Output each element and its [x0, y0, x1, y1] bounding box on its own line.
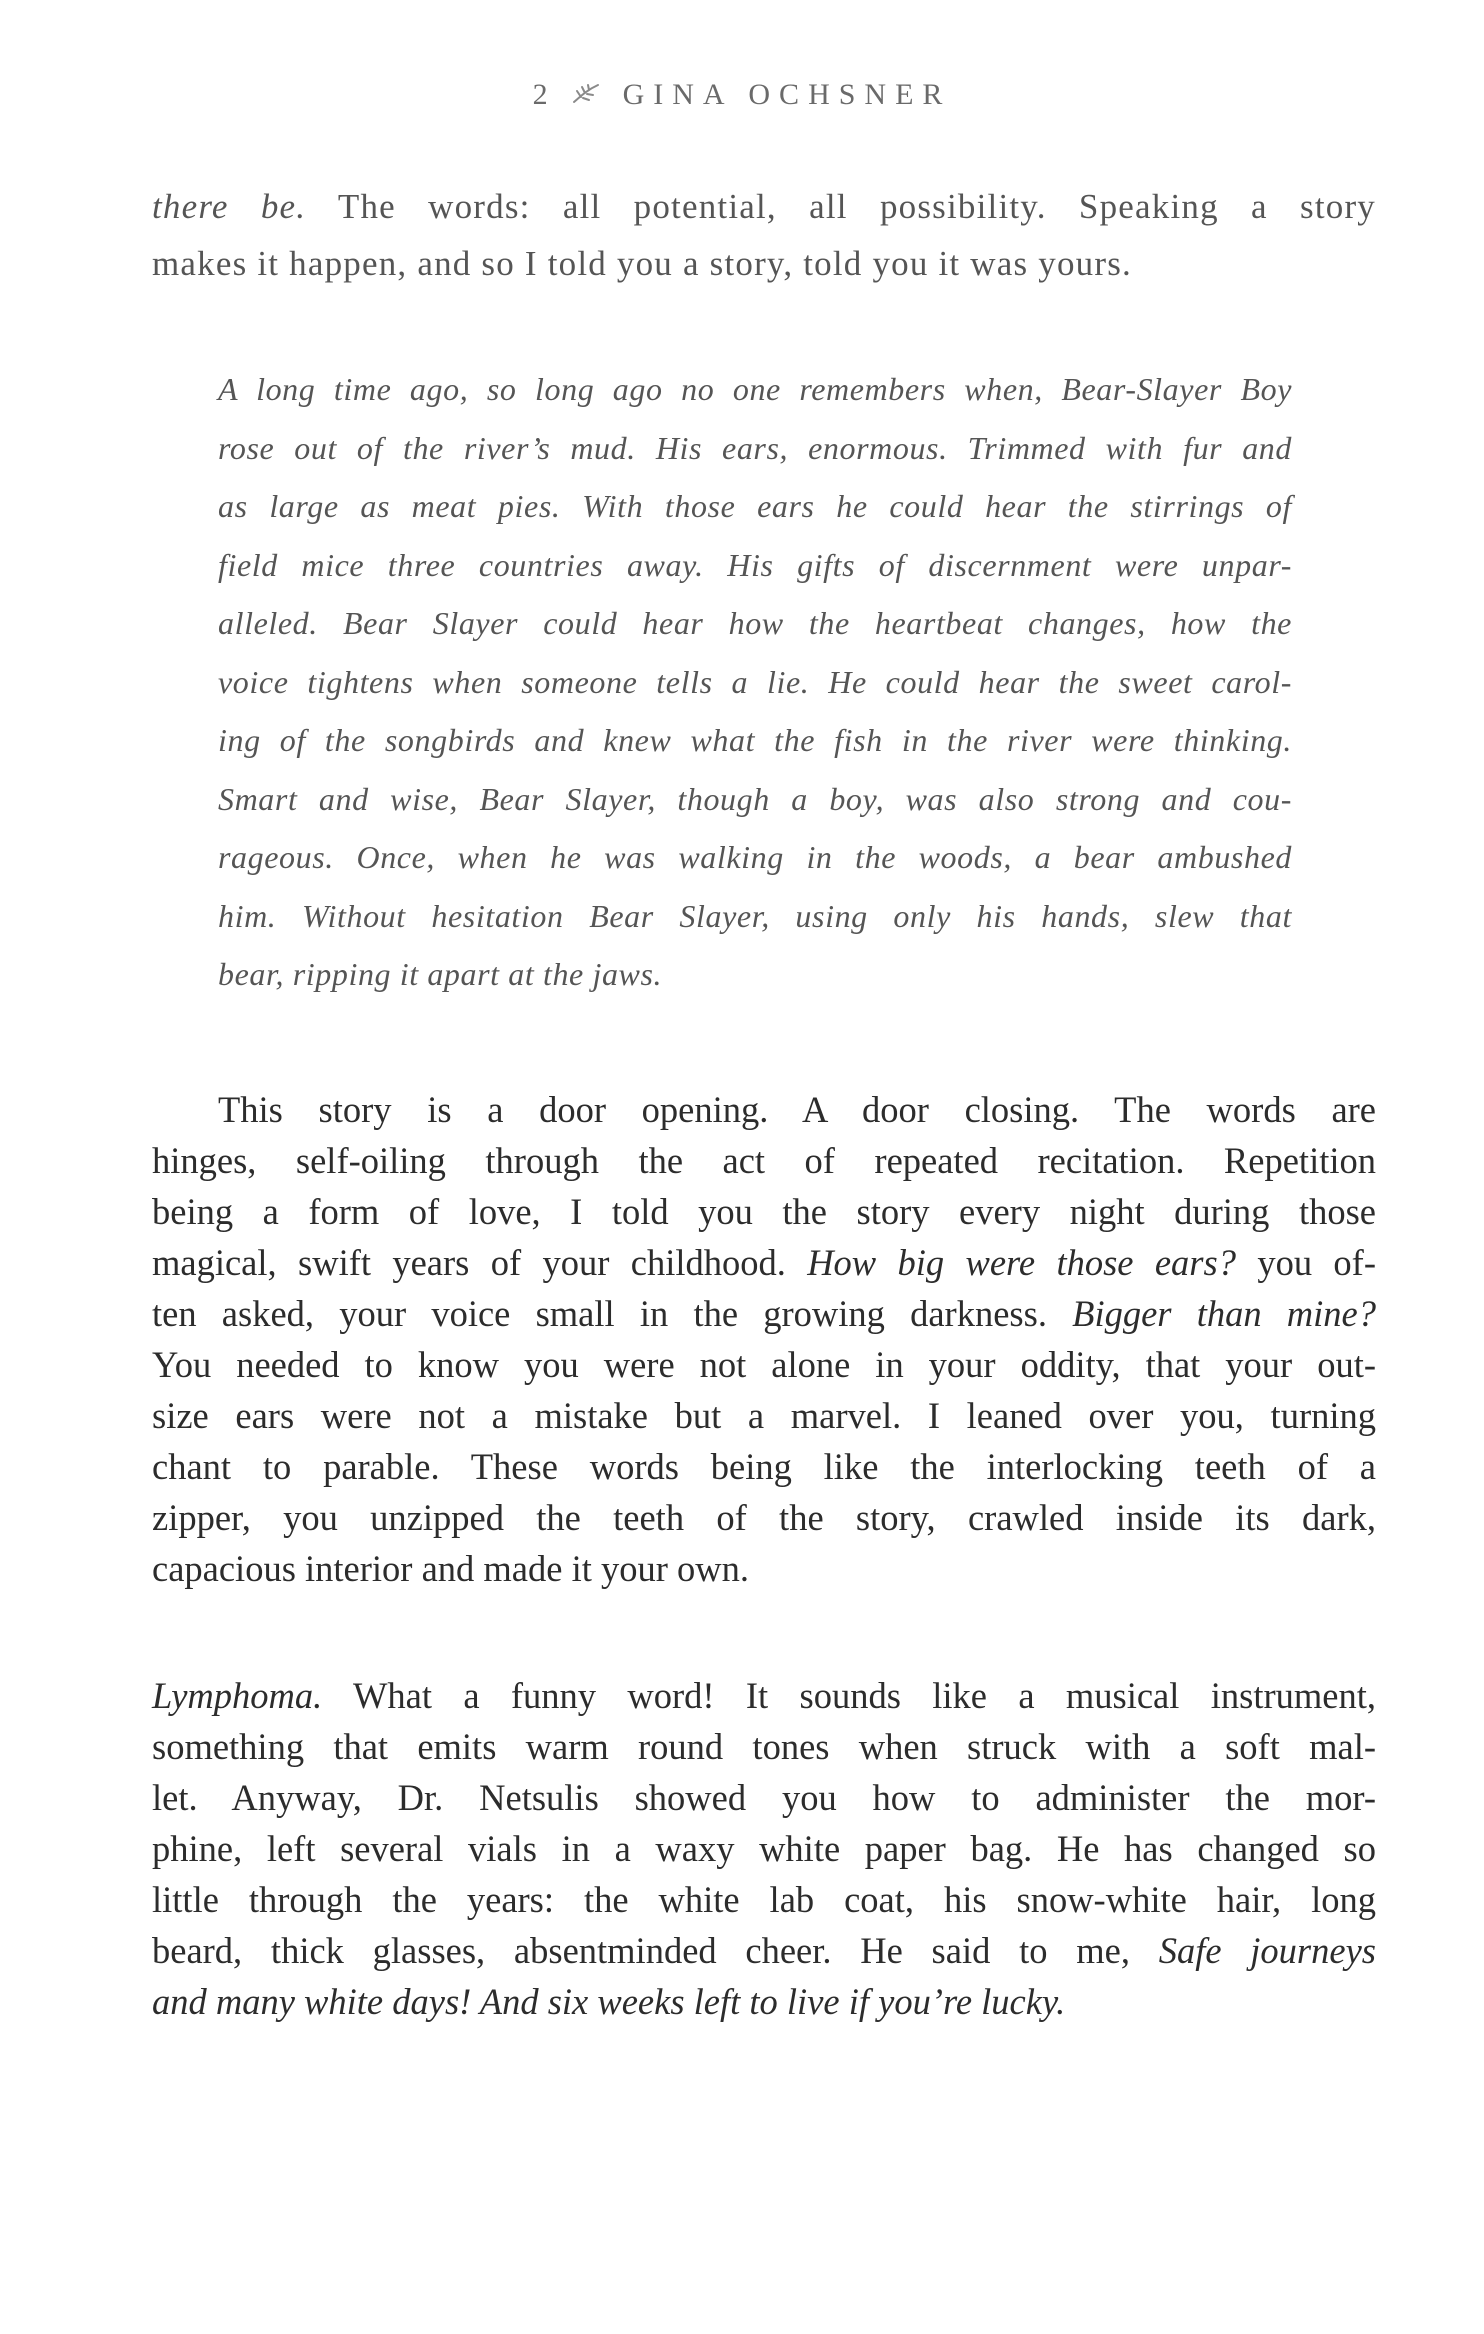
- text-run: chant to parable. These words being like the interlocking teeth of a: [152, 1446, 1376, 1487]
- text-run: ten asked, your voice small in the growing darkness.: [152, 1293, 1073, 1334]
- text-run: zipper, you unzipped the teeth of the story, crawled inside its dark,: [152, 1497, 1376, 1538]
- text-line: [152, 1186, 1376, 1237]
- story-line: as large as meat pies. With those ears he could hear the stirrings of: [218, 488, 1292, 524]
- text-line: [152, 1772, 1376, 1823]
- running-head: [0, 78, 1484, 112]
- story-line: rageous. Once, when he was walking in the woods, a bear ambushed: [218, 839, 1292, 875]
- story-line: Smart and wise, Bear Slayer, though a boy, was also strong and cou-: [218, 780, 1292, 817]
- text-line: [152, 1441, 1376, 1492]
- door-paragraph: [152, 1084, 1376, 1594]
- text-run: let. Anyway, Dr. Netsulis showed you how to administer the mor-: [152, 1777, 1376, 1818]
- text-line: [152, 1925, 1376, 1976]
- emphasis-text: there be.: [152, 187, 307, 226]
- text-line: [152, 235, 1376, 292]
- story-line: bear, ripping it apart at the jaws.: [218, 956, 663, 992]
- feather-ornament-icon: [571, 78, 601, 112]
- text-run: size ears were not a mistake but a marvel. I leaned over you, turning: [152, 1395, 1376, 1436]
- text-line: [152, 1390, 1376, 1441]
- lymphoma-paragraph: [152, 1670, 1376, 2027]
- text-line: [152, 1135, 1376, 1186]
- text-run: The words: all potential, all possibility. Speaking a story: [306, 187, 1377, 226]
- story-line: ing of the songbirds and knew what the fish in the river were thinking.: [218, 722, 1292, 758]
- text-line: [152, 1670, 1376, 1721]
- emphasis-text: How big were those ears?: [807, 1242, 1236, 1283]
- text-run: being a form of love, I told you the story every night during those: [152, 1191, 1376, 1232]
- text-run: something that emits warm round tones when struck with a soft mal-: [152, 1726, 1376, 1767]
- text-run: makes it happen, and so I told you a story, told you it was yours.: [152, 244, 1133, 283]
- text-line: [152, 1237, 1376, 1288]
- story-line: alleled. Bear Slayer could hear how the heartbeat changes, how the: [218, 605, 1292, 641]
- story-line: rose out of the river’s mud. His ears, enormous. Trimmed with fur and: [218, 429, 1292, 466]
- text-run: You needed to know you were not alone in your oddity, that your out-: [152, 1344, 1376, 1385]
- emphasis-text: Safe journeys: [1158, 1930, 1376, 1971]
- text-run: beard, thick glasses, absentminded cheer. He said to me,: [152, 1930, 1159, 1971]
- text-line: [152, 1721, 1376, 1772]
- text-run: This story is a door opening. A door closing. The words are: [218, 1089, 1376, 1130]
- story-line: field mice three countries away. His gifts of discernment were unpar-: [218, 546, 1292, 583]
- text-run: phine, left several vials in a waxy white paper bag. He has changed so: [152, 1828, 1376, 1869]
- text-line: [152, 1874, 1376, 1925]
- text-line: [152, 1288, 1376, 1339]
- story-line: him. Without hesitation Bear Slayer, using only his hands, slew that: [218, 897, 1292, 934]
- emphasis-text: Lymphoma.: [152, 1675, 323, 1716]
- text-line: [152, 1084, 1376, 1135]
- story-line: voice tightens when someone tells a lie. He could hear the sweet carol-: [218, 663, 1292, 700]
- emphasis-text: Bigger than mine?: [1072, 1293, 1376, 1334]
- text-run: capacious interior and made it your own.: [152, 1548, 749, 1589]
- page-number: 2: [532, 78, 557, 111]
- text-line: [152, 1543, 1376, 1594]
- text-line: [152, 1976, 1376, 2027]
- text-line: [152, 1492, 1376, 1543]
- author-name: GINA OCHSNER: [622, 78, 952, 111]
- text-run: little through the years: the white lab coat, his snow-white hair, long: [152, 1879, 1376, 1920]
- text-line: [152, 178, 1376, 235]
- text-line: [152, 1339, 1376, 1390]
- story-block: [218, 360, 1292, 1004]
- text-run: you of-: [1235, 1242, 1376, 1283]
- emphasis-text: and many white days! And six weeks left to live if you’re lucky.: [152, 1981, 1066, 2022]
- story-line: A long time ago, so long ago no one remembers when, Bear-Slayer Boy: [218, 371, 1292, 407]
- text-run: magical, swift years of your childhood.: [152, 1242, 808, 1283]
- text-line: [152, 1823, 1376, 1874]
- text-run: What a funny word! It sounds like a musical instrument,: [322, 1675, 1376, 1716]
- lead-paragraph: [152, 178, 1376, 292]
- text-run: hinges, self-oiling through the act of repeated recitation. Repetition: [152, 1140, 1376, 1181]
